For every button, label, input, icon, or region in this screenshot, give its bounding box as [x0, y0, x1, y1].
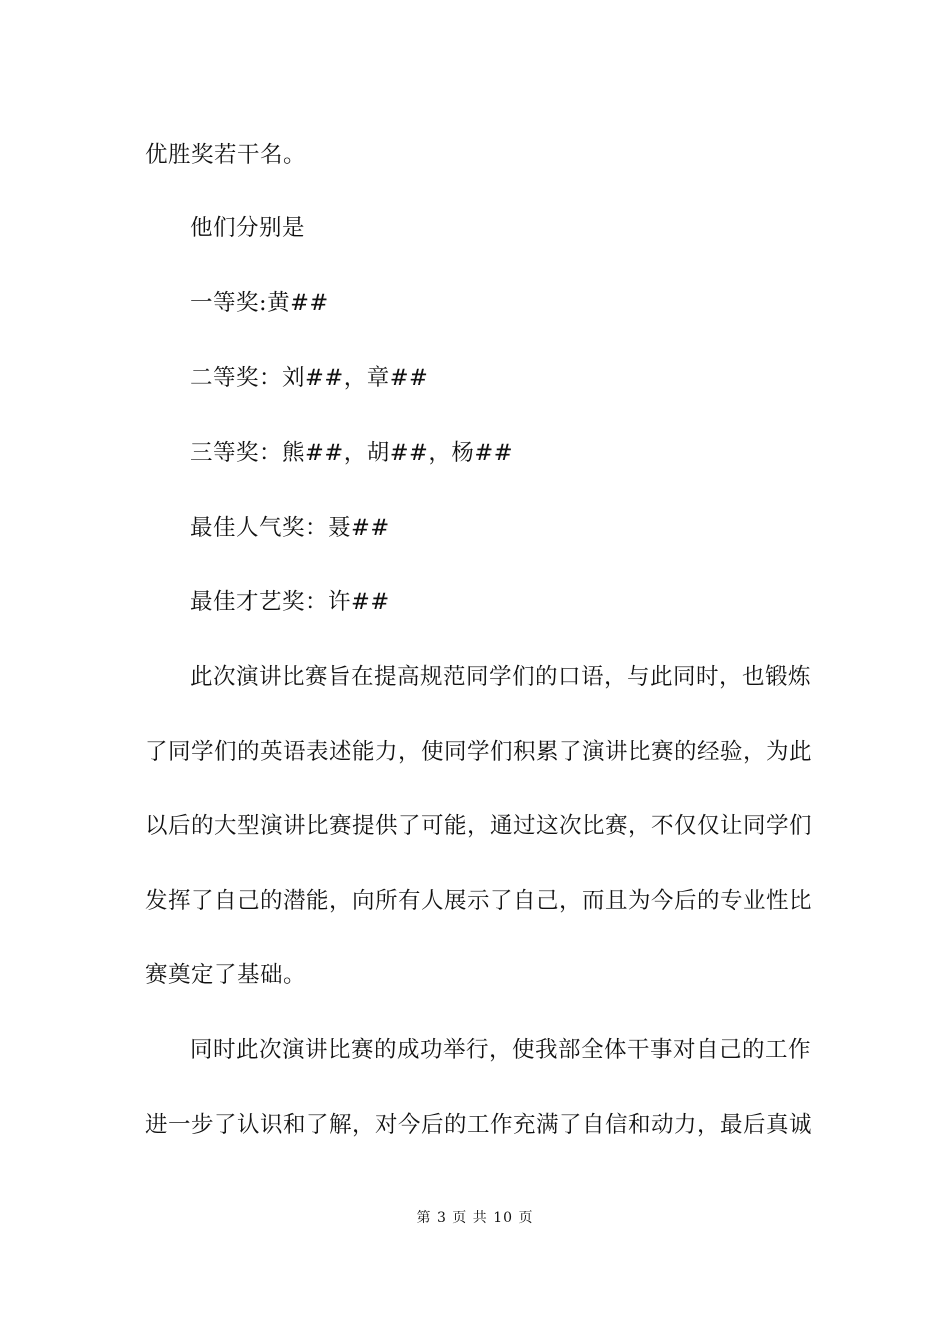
text-line: 一等奖:黄## [190, 290, 329, 316]
text-line: 了同学们的英语表述能力，使同学们积累了演讲比赛的经验，为此 [145, 739, 813, 765]
text-line: 同时此次演讲比赛的成功举行，使我部全体干事对自己的工作 [190, 1037, 812, 1063]
text-line: 三等奖：熊##，胡##，杨## [190, 440, 514, 466]
text-line: 赛奠定了基础。 [145, 962, 307, 988]
text-line: 以后的大型演讲比赛提供了可能，通过这次比赛，不仅仅让同学们 [145, 813, 813, 839]
text-line: 二等奖：刘##，章## [190, 365, 429, 391]
page-number-footer: 第 3 页 共 10 页 [416, 1210, 534, 1226]
text-line: 优胜奖若干名。 [145, 142, 307, 168]
text-line: 此次演讲比赛旨在提高规范同学们的口语，与此同时，也锻炼 [190, 664, 812, 690]
text-line: 发挥了自己的潜能，向所有人展示了自己，而且为今后的专业性比 [145, 888, 813, 914]
text-line: 最佳人气奖：聂## [190, 515, 390, 541]
text-line: 进一步了认识和了解，对今后的工作充满了自信和动力，最后真诚 [145, 1112, 813, 1138]
text-line: 最佳才艺奖：许## [190, 589, 390, 615]
text-line: 他们分别是 [190, 215, 306, 241]
